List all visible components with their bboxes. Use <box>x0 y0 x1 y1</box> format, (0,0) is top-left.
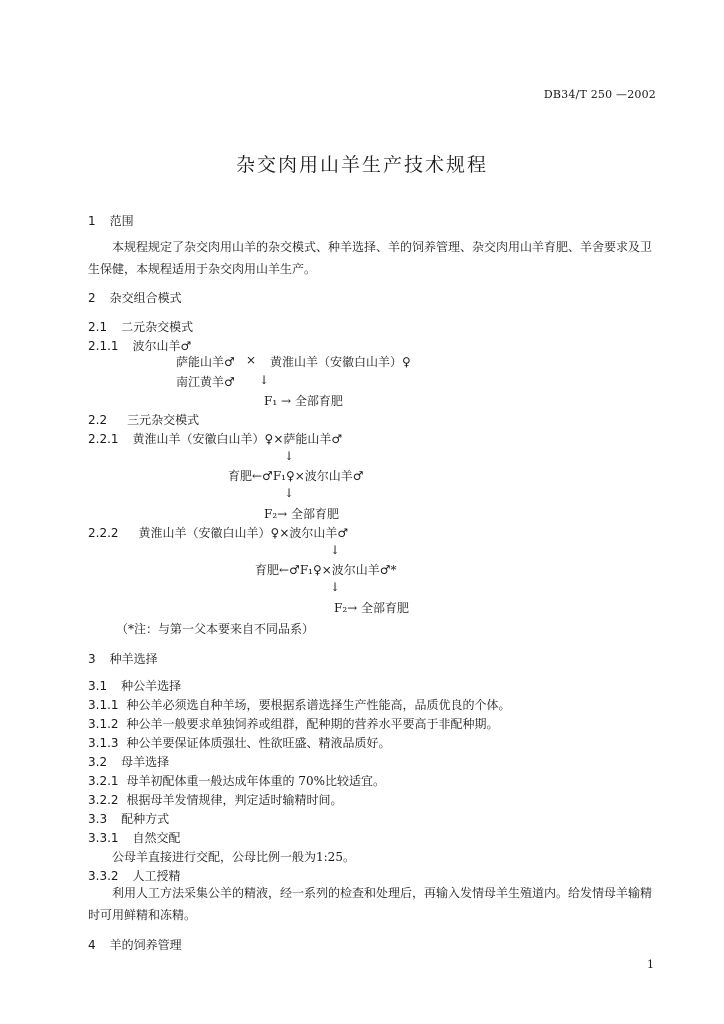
section-title: 杂交组合模式 <box>109 291 182 305</box>
clause-number: 3.2.2 <box>88 793 119 807</box>
clause-3-3-2-text: 利用人工方法采集公羊的精液，经一系列的检查和处理后，再输入发情母羊生殖道内。给发情母羊输精时可用鲜精和冻精。 <box>88 886 653 922</box>
section-number: 3.3 <box>88 812 108 826</box>
section-number: 2 <box>88 291 96 305</box>
section-4-heading <box>88 936 182 953</box>
cross-result: F₂→ 全部育肥 <box>264 507 340 521</box>
section-2-2-1-heading <box>88 430 342 447</box>
clause-3-1-1 <box>88 696 511 713</box>
section-2-2-heading <box>88 411 199 428</box>
clause-number: 3.1.1 <box>88 698 119 712</box>
section-number: 2.2 <box>88 413 108 427</box>
clause-text: 母羊初配体重一般达成年体重的 70%比较适宜。 <box>126 774 386 788</box>
section-title: 范围 <box>109 214 134 228</box>
clause-3-3-1-text: 公母羊直接进行交配，公母比例一般为1:25。 <box>112 850 355 864</box>
document-code: DB34/T 250 —2002 <box>543 88 656 101</box>
clause-text: 种公羊要保证体质强壮、性欲旺盛、精液品质好。 <box>126 736 391 750</box>
section-number: 4 <box>88 938 96 952</box>
section-number: 1 <box>88 214 96 228</box>
section-2-1-1-heading <box>88 337 191 354</box>
section-3-1-heading <box>88 677 181 694</box>
section-number: 3.1 <box>88 679 108 693</box>
section-number: 3.2 <box>88 755 108 769</box>
arrow-down-icon: ↓ <box>284 486 295 500</box>
document-title: 杂交肉用山羊生产技术规程 <box>235 154 488 176</box>
arrow-down-icon: ↓ <box>259 373 270 387</box>
section-number: 2.2.1 <box>88 432 119 446</box>
clause-text: 根据母羊发情规律，判定适时输精时间。 <box>126 793 343 807</box>
cross-step: 育肥←♂F₁♀×波尔山羊♂ <box>228 469 364 483</box>
clause-3-1-2 <box>88 715 499 732</box>
section-number: 3 <box>88 652 96 666</box>
section-3-3-heading <box>88 810 169 827</box>
section-2-1-heading <box>88 318 193 335</box>
cross-result: F₂→ 全部育肥 <box>334 601 410 615</box>
clause-3-1-3 <box>88 734 391 751</box>
arrow-down-icon: ↓ <box>330 543 341 557</box>
section-title: 配种方式 <box>121 812 170 826</box>
clause-3-2-1 <box>88 772 385 789</box>
cross-symbol: × <box>246 353 257 367</box>
section-title: 种公羊选择 <box>121 679 182 693</box>
cross-line-1a: 萨能山羊♂ <box>176 355 235 369</box>
page-number: 1 <box>647 958 654 971</box>
section-number: 3.3.1 <box>88 831 119 845</box>
clause-number: 3.2.1 <box>88 774 119 788</box>
clause-number: 3.1.3 <box>88 736 119 750</box>
section-3-2-heading <box>88 753 169 770</box>
section-title: 二元杂交模式 <box>121 320 194 334</box>
cross-line-2a: 南江黄羊♂ <box>176 375 235 389</box>
clause-3-2-2 <box>88 791 343 808</box>
section-title: 羊的饲养管理 <box>109 938 182 952</box>
cross-step: 育肥←♂F₁♀×波尔山羊♂* <box>255 563 397 577</box>
section-number: 2.1.1 <box>88 339 119 353</box>
arrow-down-icon: ↓ <box>284 449 295 463</box>
cross-result: F₁ → 全部育肥 <box>264 394 343 408</box>
section-title: 黄淮山羊（安徽白山羊）♀×波尔山羊♂ <box>138 526 349 540</box>
section-number: 2.2.2 <box>88 526 119 540</box>
section-title: 三元杂交模式 <box>127 413 200 427</box>
section-title: 母羊选择 <box>121 755 170 769</box>
section-1-heading <box>88 212 134 229</box>
section-3-3-1-heading <box>88 829 181 846</box>
section-number: 3.3.2 <box>88 869 119 883</box>
section-number: 2.1 <box>88 320 108 334</box>
footnote: （*注：与第一父本要来自不同品系） <box>116 622 315 636</box>
clause-number: 3.1.2 <box>88 717 119 731</box>
section-title: 黄淮山羊（安徽白山羊）♀×萨能山羊♂ <box>132 432 343 446</box>
section-title: 种羊选择 <box>109 652 158 666</box>
section-2-heading <box>88 289 182 306</box>
clause-text: 种公羊一般要求单独饲养或组群，配种期的营养水平要高于非配种期。 <box>126 717 499 731</box>
scope-paragraph: 本规程规定了杂交肉用山羊的杂交模式、种羊选择、羊的饲养管理、杂交肉用山羊育肥、羊舍要求及卫生保健，本规程适用于杂交肉用山羊生产。 <box>88 240 653 276</box>
section-3-heading <box>88 650 158 667</box>
arrow-down-icon: ↓ <box>330 580 341 594</box>
section-title: 人工授精 <box>132 869 181 883</box>
section-2-2-2-heading <box>88 524 348 541</box>
clause-text: 种公羊必须选自种羊场，要根据系谱选择生产性能高，品质优良的个体。 <box>126 698 511 712</box>
cross-line-1c: 黄淮山羊（安徽白山羊）♀ <box>270 355 411 369</box>
section-title: 波尔山羊♂ <box>132 339 192 353</box>
section-title: 自然交配 <box>132 831 181 845</box>
